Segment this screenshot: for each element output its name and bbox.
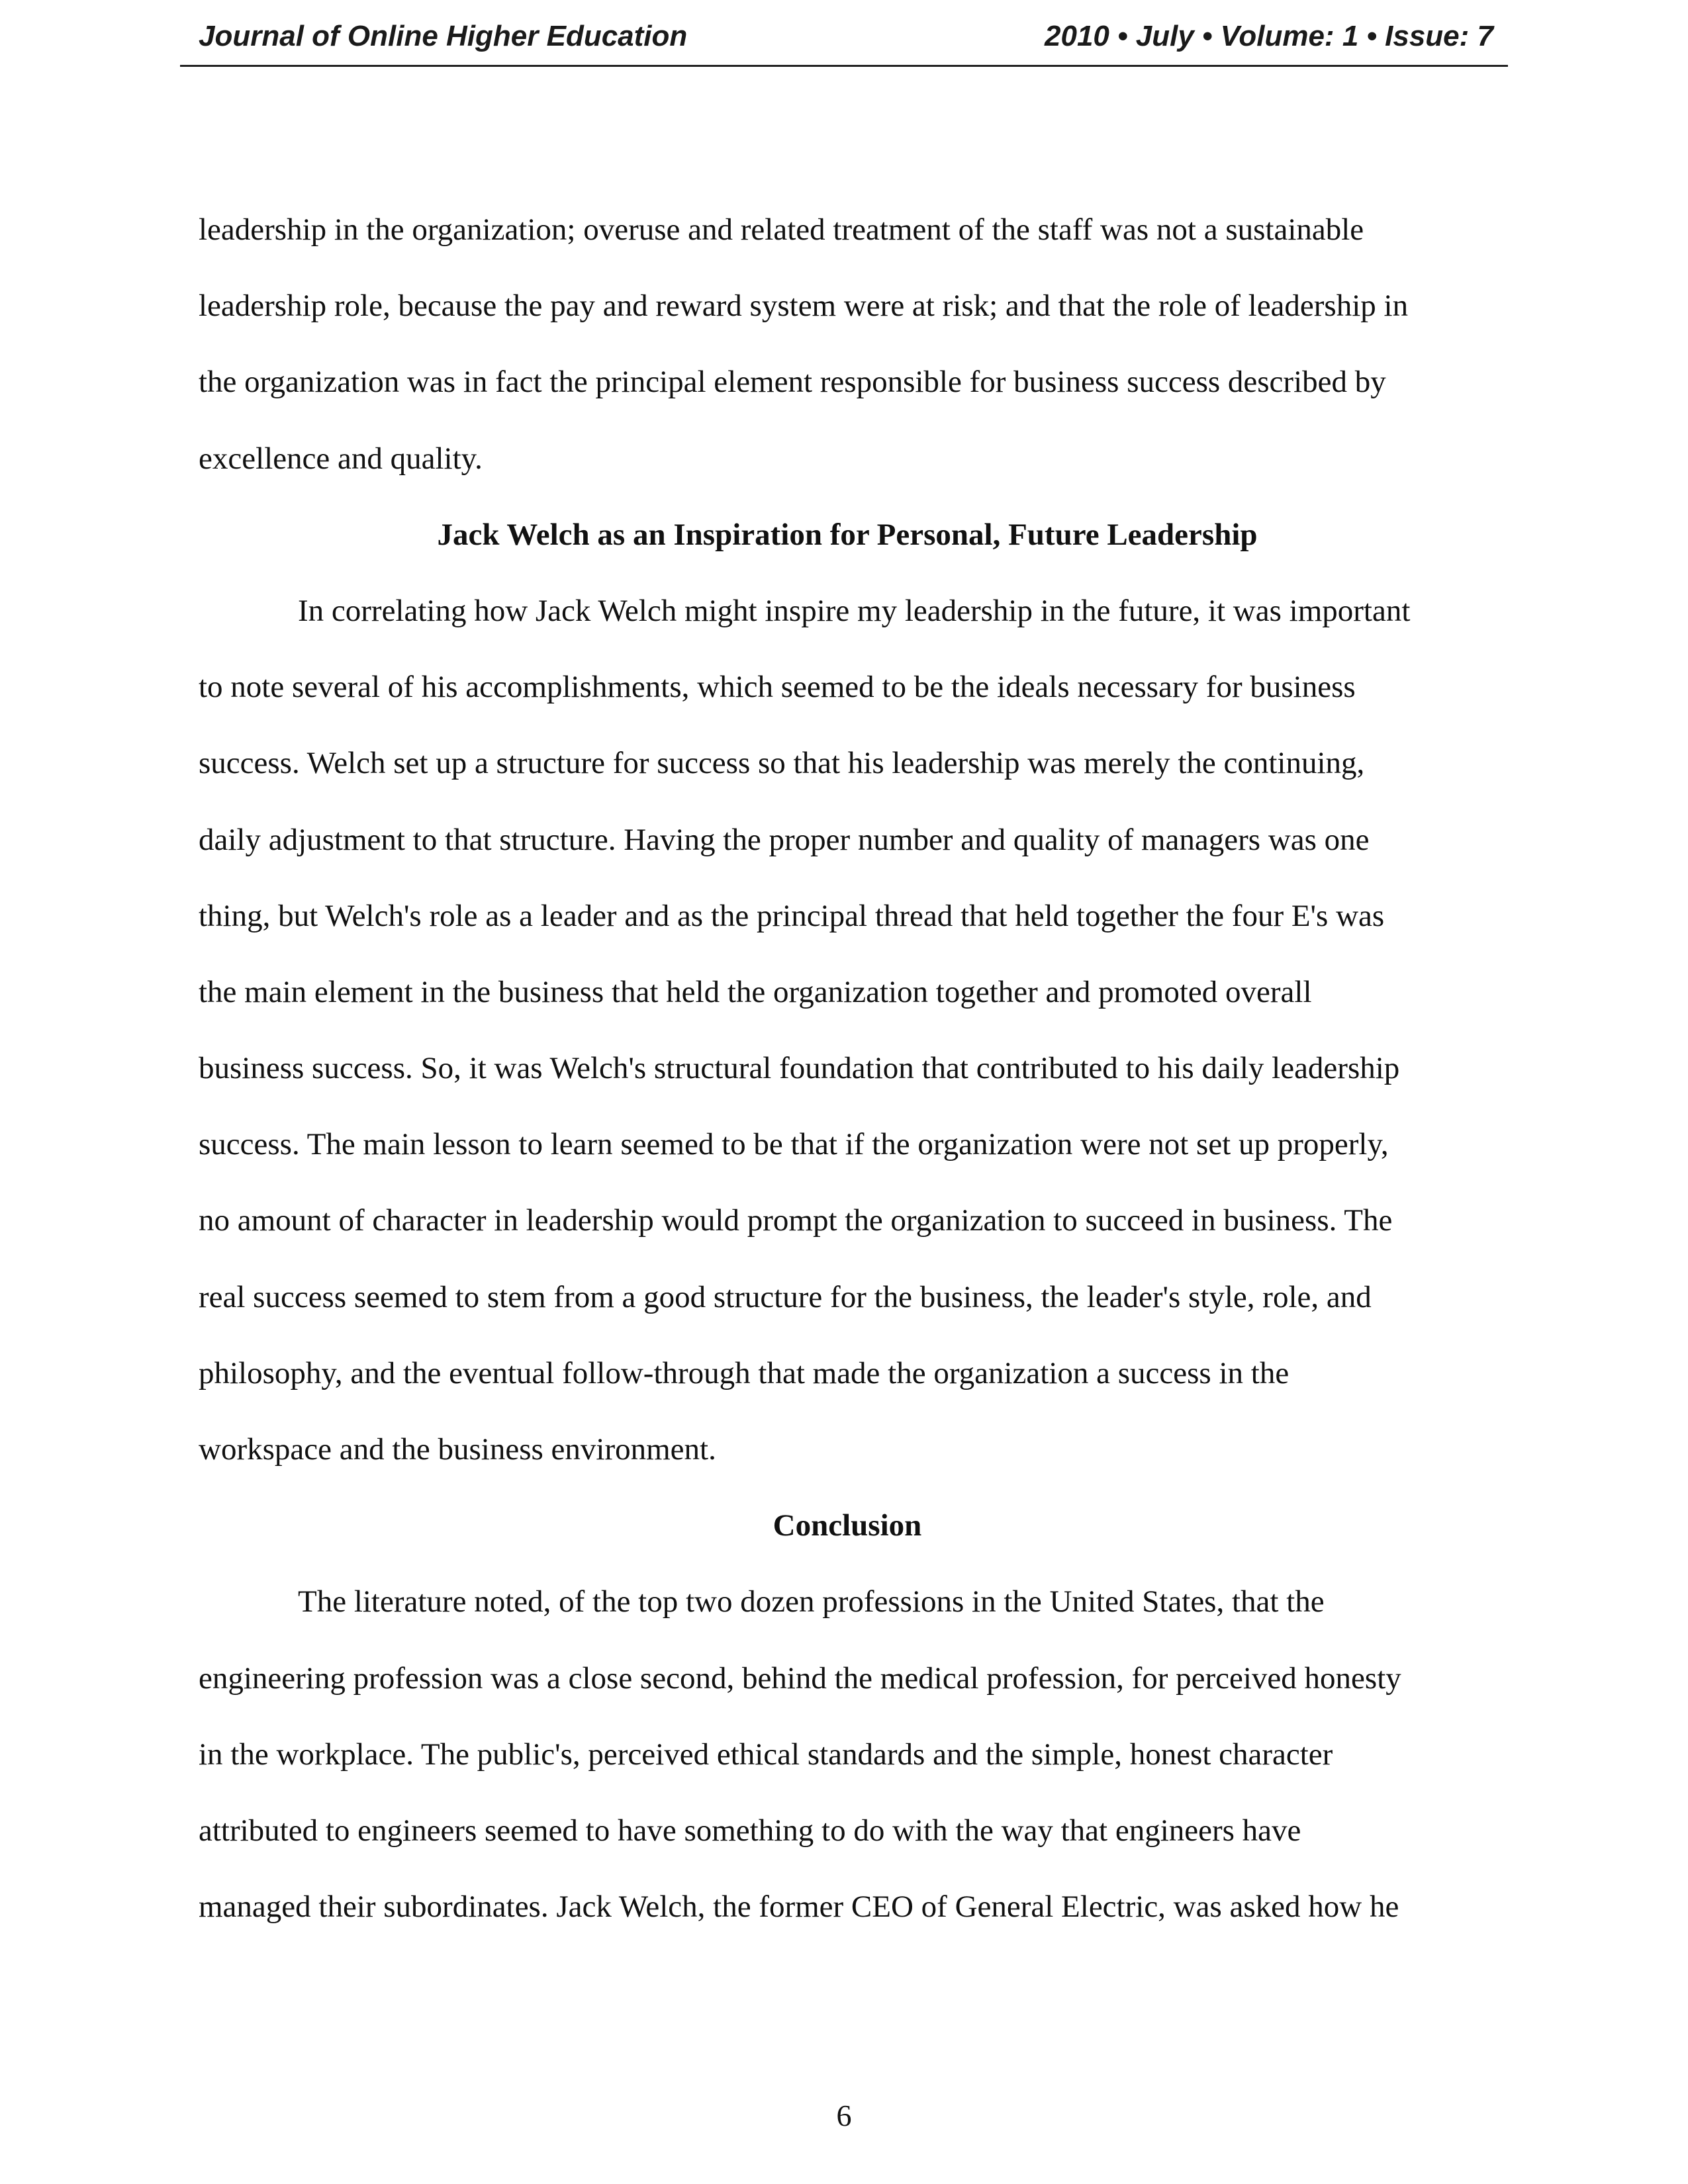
- text-line: daily adjustment to that structure. Having the proper number and quality of managers was one: [199, 822, 1370, 857]
- text-line: the organization was in fact the principal element responsible for business success described by: [199, 365, 1386, 400]
- text-line: managed their subordinates. Jack Welch, the former CEO of General Electric, was asked how he: [199, 1889, 1399, 1925]
- running-header: [180, 13, 1508, 67]
- text-line: to note several of his accomplishments, which seemed to be the ideals necessary for business: [199, 670, 1356, 705]
- text-line: In correlating how Jack Welch might inspire my leadership in the future, it was important: [298, 593, 1411, 628]
- text-line: attributed to engineers seemed to have something to do with the way that engineers have: [199, 1813, 1301, 1848]
- journal-title: Journal of Online Higher Education: [199, 20, 688, 52]
- paragraph-continuation: [199, 192, 1496, 497]
- text-line: the main element in the business that held the organization together and promoted overall: [199, 974, 1312, 1009]
- text-line: philosophy, and the eventual follow-through that made the organization a success in the: [199, 1355, 1289, 1390]
- text-line: real success seemed to stem from a good structure for the business, the leader's style, role, and: [199, 1279, 1372, 1314]
- text-line: engineering profession was a close second, behind the medical profession, for perceived honesty: [199, 1661, 1401, 1696]
- article-body: [199, 192, 1496, 1945]
- paragraph-conclusion: [199, 1564, 1496, 1945]
- text-line: no amount of character in leadership would prompt the organization to succeed in business. The: [199, 1203, 1393, 1238]
- text-line: thing, but Welch's role as a leader and as the principal thread that held together the four E's was: [199, 898, 1385, 933]
- section-heading-inspiration: Jack Welch as an Inspiration for Personal, Future Leadership: [437, 517, 1258, 552]
- text-line: business success. So, it was Welch's structural foundation that contributed to his daily leadership: [199, 1051, 1400, 1086]
- text-line: leadership role, because the pay and reward system were at risk; and that the role of leadership in: [199, 289, 1409, 324]
- text-line: workspace and the business environment.: [199, 1432, 716, 1467]
- text-line: leadership in the organization; overuse and related treatment of the staff was not a sustainable: [199, 212, 1364, 247]
- text-line: excellence and quality.: [199, 441, 483, 476]
- text-line: success. Welch set up a structure for success so that his leadership was merely the continuing,: [199, 746, 1365, 781]
- text-line: in the workplace. The public's, perceived ethical standards and the simple, honest character: [199, 1737, 1333, 1772]
- page-number: 6: [836, 2099, 852, 2132]
- text-line: success. The main lesson to learn seemed to be that if the organization were not set up properly,: [199, 1127, 1389, 1162]
- section-heading-conclusion: Conclusion: [773, 1508, 922, 1543]
- issue-info: 2010 • July • Volume: 1 • Issue: 7: [1045, 20, 1493, 52]
- paragraph-inspiration: [199, 573, 1496, 1488]
- text-line: The literature noted, of the top two dozen professions in the United States, that the: [298, 1584, 1325, 1619]
